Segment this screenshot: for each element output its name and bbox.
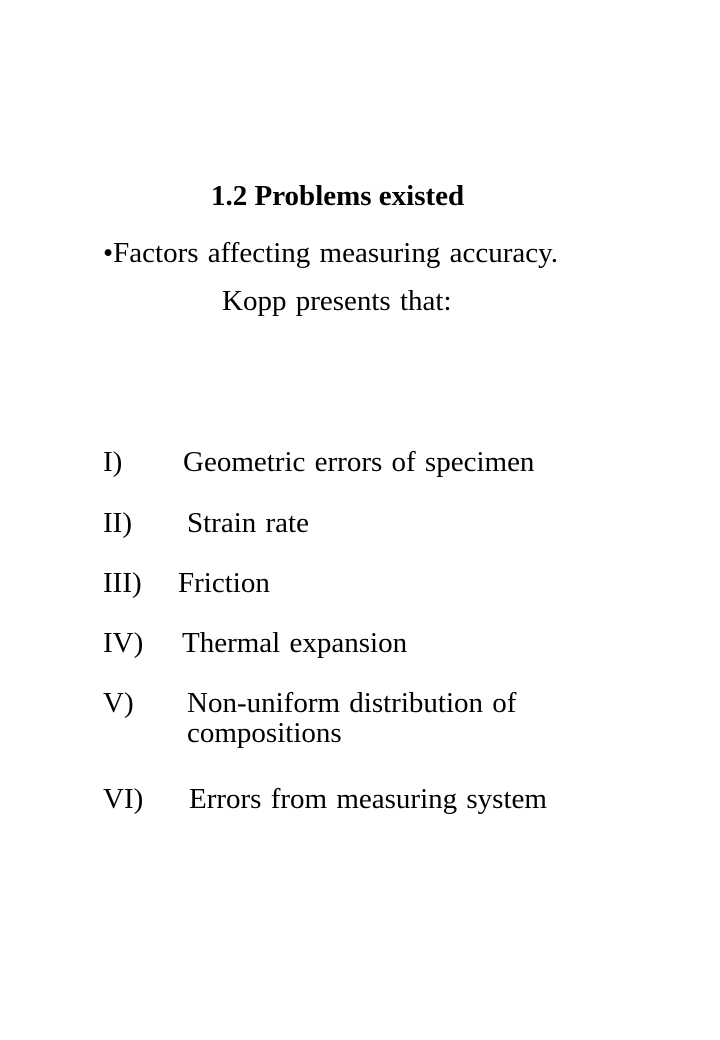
factor-text: Friction xyxy=(178,567,270,599)
factor-text: Strain rate xyxy=(187,507,309,539)
factor-text-block xyxy=(187,688,516,748)
factor-numeral: I) xyxy=(103,446,123,478)
factor-text-continued: compositions xyxy=(187,717,342,749)
factor-text: Thermal expansion xyxy=(182,627,408,659)
bullet-factors-heading: •Factors affecting measuring accuracy. xyxy=(103,237,558,269)
factor-text: Errors from measuring system xyxy=(189,783,547,815)
factor-numeral: II) xyxy=(103,507,132,539)
factor-numeral: VI) xyxy=(103,783,144,815)
factor-numeral: III) xyxy=(103,567,142,599)
factor-numeral: V) xyxy=(103,687,134,719)
factor-text: Non-uniform distribution of xyxy=(187,687,517,719)
factor-numeral: IV) xyxy=(103,627,144,659)
factor-text: Geometric errors of specimen xyxy=(183,446,535,478)
kopp-intro-text: Kopp presents that: xyxy=(222,285,452,317)
section-title: 1.2 Problems existed xyxy=(211,180,465,212)
